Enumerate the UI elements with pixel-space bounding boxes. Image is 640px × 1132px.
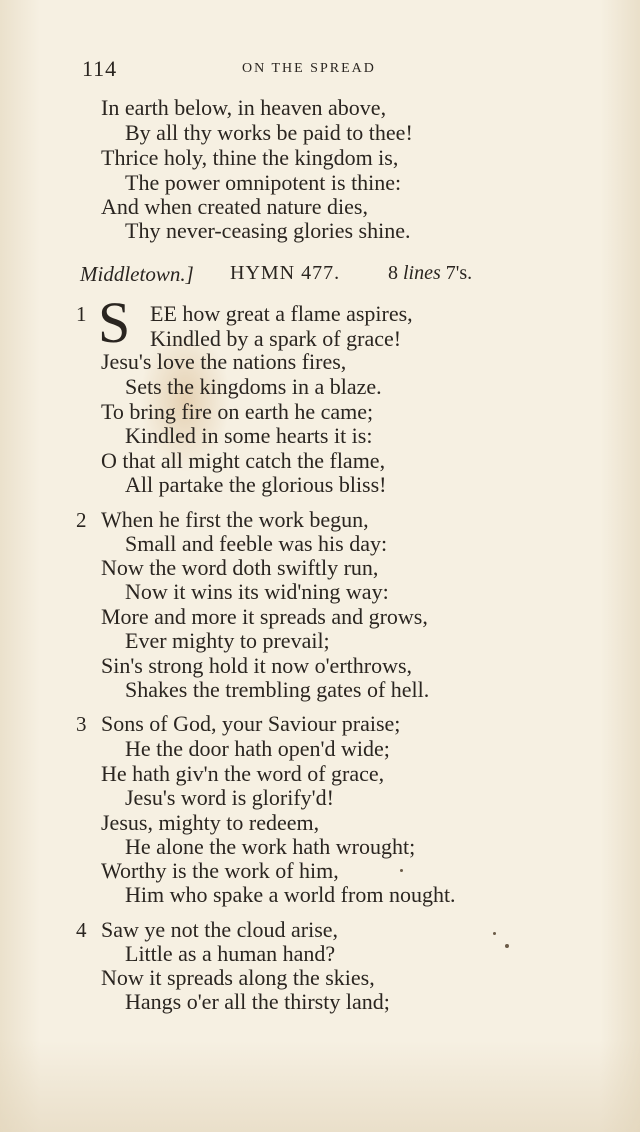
intro-line-2: By all thy works be paid to thee!: [125, 120, 413, 145]
verse-1-line-3: Jesu's love the nations fires,: [101, 349, 347, 374]
verse-2-line-2: Small and feeble was his day:: [125, 531, 388, 556]
hymn-number: HYMN 477.: [230, 262, 341, 284]
verse-3-line-4: Jesu's word is glorify'd!: [125, 785, 334, 810]
verse-3-line-7: Worthy is the work of him,: [101, 858, 339, 883]
verse-4-line-2: Little as a human hand?: [125, 941, 336, 966]
verse-4-line-1: Saw ye not the cloud arise,: [101, 917, 339, 942]
verse-2-line-7: Sin's strong hold it now o'erthrows,: [101, 653, 413, 678]
verse-1-line-2: Kindled by a spark of grace!: [150, 326, 402, 351]
verse-3-line-6: He alone the work hath wrought;: [125, 834, 416, 859]
intro-line-1: In earth below, in heaven above,: [101, 95, 387, 120]
drop-cap: S: [98, 290, 131, 355]
verse-1-line-5: To bring fire on earth he came;: [101, 399, 374, 424]
verse-number-4: 4: [76, 918, 87, 942]
verse-2-line-6: Ever mighty to prevail;: [125, 628, 330, 653]
hymn-heading: [80, 262, 500, 292]
verse-2-line-5: More and more it spreads and grows,: [101, 604, 428, 629]
verse-2-line-8: Shakes the trembling gates of hell.: [125, 677, 430, 702]
verse-4-line-3: Now it spreads along the skies,: [101, 965, 375, 990]
verse-3-line-1: Sons of God, your Saviour praise;: [101, 711, 401, 736]
verse-2-line-3: Now the word doth swiftly run,: [101, 555, 379, 580]
intro-line-6: Thy never-ceasing glories shine.: [125, 218, 411, 243]
meter-label: lines: [403, 262, 441, 284]
verse-4-line-4: Hangs o'er all the thirsty land;: [125, 989, 390, 1014]
verse-number-3: 3: [76, 712, 87, 736]
meter-type: 7's.: [445, 262, 473, 284]
verse-3-line-3: He hath giv'n the word of grace,: [101, 761, 385, 786]
verse-number-1: 1: [76, 302, 87, 326]
running-head: ON THE SPREAD: [242, 61, 376, 76]
verse-1-line-6: Kindled in some hearts it is:: [125, 423, 373, 448]
intro-line-3: Thrice holy, thine the kingdom is,: [101, 145, 399, 170]
verse-3-line-8: Him who spake a world from nought.: [125, 882, 456, 907]
tune-name: Middletown.]: [80, 262, 194, 286]
verse-number-2: 2: [76, 508, 87, 532]
verse-1-line-4: Sets the kingdoms in a blaze.: [125, 374, 382, 399]
verse-1-line-8: All partake the glorious bliss!: [125, 472, 387, 497]
paper-speck: [493, 932, 496, 935]
verse-3-line-2: He the door hath open'd wide;: [125, 736, 390, 761]
verse-1-line-7: O that all might catch the flame,: [101, 448, 386, 473]
paper-speck: [505, 944, 509, 948]
intro-line-4: The power omnipotent is thine:: [125, 170, 402, 195]
page-header: [82, 56, 420, 86]
hymn-meter: [388, 262, 472, 285]
intro-line-5: And when created nature dies,: [101, 194, 368, 219]
verse-3-line-5: Jesus, mighty to redeem,: [101, 810, 320, 835]
verse-2-line-1: When he first the work begun,: [101, 507, 369, 532]
page-number: 114: [82, 56, 118, 81]
verse-2-line-4: Now it wins its wid'ning way:: [125, 579, 389, 604]
verse-1-line-1: EE how great a flame aspires,: [150, 301, 413, 326]
meter-count: 8: [388, 262, 398, 284]
paper-speck: [400, 869, 403, 872]
